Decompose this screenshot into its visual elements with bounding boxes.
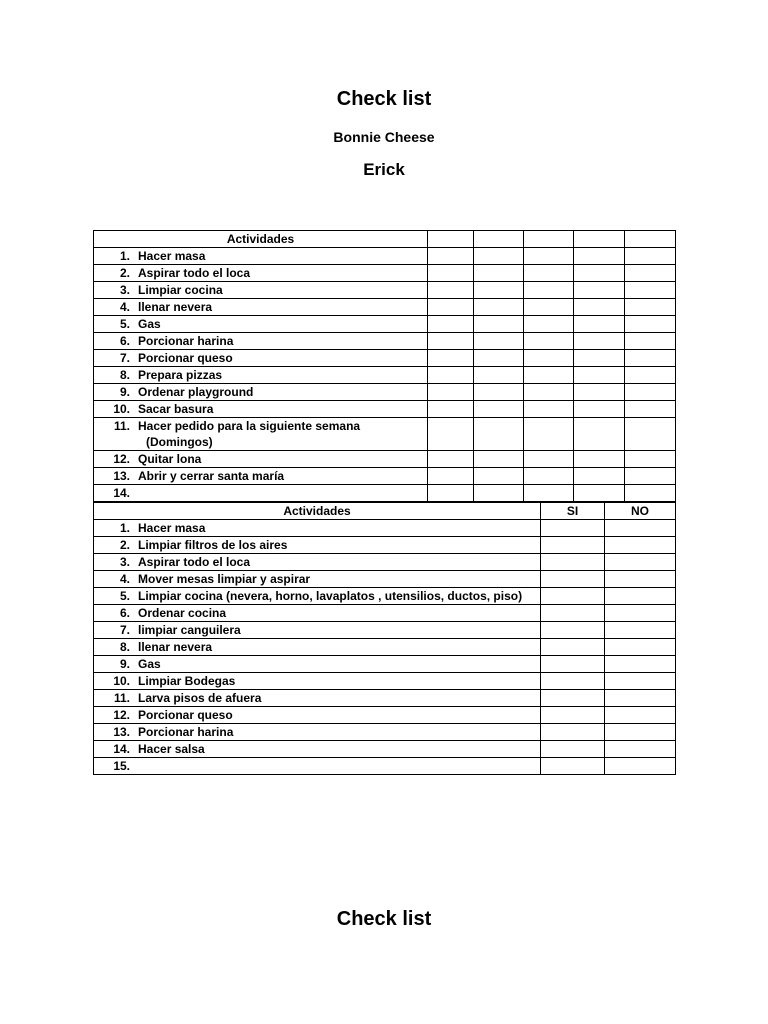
item-number: 5. — [119, 589, 130, 603]
item-number: 13. — [113, 725, 130, 739]
person-name: Erick — [363, 160, 405, 179]
activity-cell — [94, 451, 428, 468]
item-label: Abrir y cerrar santa maría — [138, 469, 285, 483]
check-cell[interactable] — [625, 282, 676, 299]
table-row — [94, 401, 676, 418]
check-cell[interactable] — [541, 554, 605, 571]
check-cell[interactable] — [474, 316, 524, 333]
table-row — [94, 537, 676, 554]
check-cell[interactable] — [625, 485, 676, 502]
table-row — [94, 622, 676, 639]
check-cell[interactable] — [524, 316, 574, 333]
page-title: Check list — [336, 88, 432, 110]
checklist-table-2 — [93, 502, 676, 775]
check-cell[interactable] — [541, 690, 605, 707]
check-cell[interactable] — [474, 299, 524, 316]
check-cell[interactable] — [474, 367, 524, 384]
check-cell[interactable] — [428, 316, 474, 333]
item-label: Mover mesas limpiar y aspirar — [138, 572, 311, 586]
activity-cell — [94, 741, 541, 758]
check-cell[interactable] — [625, 316, 676, 333]
activity-cell — [94, 724, 541, 741]
table-row — [94, 639, 676, 656]
check-cell[interactable] — [428, 485, 474, 502]
check-cell[interactable] — [524, 333, 574, 350]
check-cell[interactable] — [541, 639, 605, 656]
check-cell[interactable] — [428, 265, 474, 282]
table-row — [94, 588, 676, 605]
activity-cell — [94, 367, 428, 384]
activity-cell — [94, 537, 541, 554]
table-row — [94, 282, 676, 299]
checklist-table-1 — [93, 230, 676, 502]
check-cell[interactable] — [574, 485, 625, 502]
check-cell[interactable] — [574, 282, 625, 299]
activity-cell — [94, 571, 541, 588]
check-cell[interactable] — [474, 485, 524, 502]
check-cell[interactable] — [524, 485, 574, 502]
activity-cell — [94, 299, 428, 316]
item-label: llenar nevera — [138, 300, 213, 314]
check-cell[interactable] — [605, 571, 676, 588]
activity-cell — [94, 554, 541, 571]
column-header-actividades: Actividades — [94, 503, 541, 520]
item-label-continued: (Domingos) — [146, 435, 213, 449]
table-row — [94, 690, 676, 707]
item-number: 14. — [113, 742, 130, 756]
item-number: 10. — [113, 402, 130, 416]
check-cell[interactable] — [474, 231, 524, 248]
check-cell[interactable] — [428, 468, 474, 485]
check-cell[interactable] — [524, 350, 574, 367]
table-row — [94, 707, 676, 724]
check-cell[interactable] — [474, 265, 524, 282]
activity-cell — [94, 520, 541, 537]
item-label: llenar nevera — [138, 640, 213, 654]
activity-cell — [94, 673, 541, 690]
check-cell[interactable] — [428, 451, 474, 468]
check-cell[interactable] — [428, 299, 474, 316]
check-cell[interactable] — [524, 418, 574, 451]
check-cell[interactable] — [474, 451, 524, 468]
table-row — [94, 758, 676, 775]
item-number: 1. — [119, 249, 130, 263]
check-cell[interactable] — [625, 333, 676, 350]
check-cell[interactable] — [541, 673, 605, 690]
check-cell[interactable] — [428, 231, 474, 248]
check-cell[interactable] — [574, 248, 625, 265]
table-row — [94, 248, 676, 265]
check-cell[interactable] — [625, 248, 676, 265]
check-cell[interactable] — [625, 231, 676, 248]
item-label: Larva pisos de afuera — [138, 691, 262, 705]
check-cell[interactable] — [574, 384, 625, 401]
check-cell[interactable] — [541, 588, 605, 605]
check-cell[interactable] — [474, 282, 524, 299]
check-cell[interactable] — [428, 384, 474, 401]
check-cell[interactable] — [541, 571, 605, 588]
check-cell[interactable] — [524, 282, 574, 299]
item-number: 11. — [113, 691, 130, 705]
activity-cell — [94, 690, 541, 707]
check-cell[interactable] — [541, 656, 605, 673]
item-number: 2. — [119, 266, 130, 280]
check-cell[interactable] — [541, 605, 605, 622]
check-cell[interactable] — [605, 605, 676, 622]
check-cell[interactable] — [474, 384, 524, 401]
table-row — [94, 605, 676, 622]
check-cell[interactable] — [428, 282, 474, 299]
activity-cell — [94, 485, 428, 502]
restaurant-name: Bonnie Cheese — [333, 129, 435, 145]
check-cell[interactable] — [605, 673, 676, 690]
check-cell[interactable] — [428, 248, 474, 265]
activity-cell — [94, 468, 428, 485]
item-number: 7. — [119, 351, 130, 365]
check-cell[interactable] — [541, 758, 605, 775]
item-label: Gas — [138, 317, 161, 331]
item-label: Aspirar todo el loca — [138, 555, 251, 569]
check-cell[interactable] — [428, 367, 474, 384]
check-cell[interactable] — [574, 350, 625, 367]
table-row — [94, 520, 676, 537]
check-cell[interactable] — [541, 537, 605, 554]
check-cell[interactable] — [605, 758, 676, 775]
check-cell[interactable] — [524, 451, 574, 468]
check-cell[interactable] — [474, 333, 524, 350]
check-cell[interactable] — [625, 468, 676, 485]
table-row — [94, 468, 676, 485]
check-cell[interactable] — [574, 418, 625, 451]
item-number: 4. — [119, 300, 130, 314]
item-number: 2. — [119, 538, 130, 552]
table-header-row — [94, 231, 676, 248]
check-cell[interactable] — [605, 690, 676, 707]
check-cell[interactable] — [574, 401, 625, 418]
check-cell[interactable] — [605, 622, 676, 639]
item-number: 10. — [113, 674, 130, 688]
check-cell[interactable] — [524, 231, 574, 248]
item-number: 14. — [113, 486, 130, 500]
check-cell[interactable] — [524, 299, 574, 316]
activity-cell — [94, 639, 541, 656]
activity-cell — [94, 605, 541, 622]
check-cell[interactable] — [605, 588, 676, 605]
item-label: Hacer masa — [138, 521, 206, 535]
check-cell[interactable] — [428, 401, 474, 418]
item-label: Limpiar cocina (nevera, horno, lavaplatos , utensilios, ductos, piso) — [138, 589, 523, 603]
check-cell[interactable] — [605, 520, 676, 537]
check-cell[interactable] — [541, 741, 605, 758]
check-cell[interactable] — [524, 248, 574, 265]
item-label: Limpiar cocina — [138, 283, 223, 297]
item-number: 11. — [113, 419, 130, 433]
check-cell[interactable] — [605, 656, 676, 673]
activity-cell — [94, 333, 428, 350]
activity-cell — [94, 707, 541, 724]
table-row — [94, 656, 676, 673]
activity-cell — [94, 282, 428, 299]
check-cell[interactable] — [541, 707, 605, 724]
check-cell[interactable] — [574, 316, 625, 333]
check-cell[interactable] — [574, 451, 625, 468]
check-cell[interactable] — [474, 468, 524, 485]
item-number: 7. — [119, 623, 130, 637]
item-number: 12. — [113, 452, 130, 466]
item-label: Sacar basura — [138, 402, 214, 416]
check-cell[interactable] — [625, 401, 676, 418]
item-label: Ordenar cocina — [138, 606, 227, 620]
activity-cell — [94, 248, 428, 265]
check-cell[interactable] — [574, 468, 625, 485]
table-row — [94, 673, 676, 690]
column-header-no: NO — [605, 503, 676, 520]
check-cell[interactable] — [605, 554, 676, 571]
activity-cell — [94, 588, 541, 605]
item-number: 3. — [119, 283, 130, 297]
activity-cell — [94, 656, 541, 673]
item-number: 3. — [119, 555, 130, 569]
table-header-row — [94, 503, 676, 520]
item-number: 8. — [119, 368, 130, 382]
table-row — [94, 384, 676, 401]
check-cell[interactable] — [605, 537, 676, 554]
item-label: limpiar canguilera — [138, 623, 241, 637]
check-cell[interactable] — [428, 333, 474, 350]
check-cell[interactable] — [524, 401, 574, 418]
table-row — [94, 333, 676, 350]
check-cell[interactable] — [524, 367, 574, 384]
activity-cell — [94, 265, 428, 282]
item-label: Limpiar filtros de los aires — [138, 538, 288, 552]
check-cell[interactable] — [625, 265, 676, 282]
table-row — [94, 299, 676, 316]
table-row — [94, 741, 676, 758]
check-cell[interactable] — [428, 350, 474, 367]
item-number: 8. — [119, 640, 130, 654]
table-row — [94, 451, 676, 468]
page-title-bottom: Check list — [336, 908, 432, 930]
activity-cell — [94, 401, 428, 418]
table-row — [94, 724, 676, 741]
check-cell[interactable] — [524, 468, 574, 485]
item-number: 9. — [119, 657, 130, 671]
check-cell[interactable] — [474, 401, 524, 418]
item-label: Hacer pedido para la siguiente semana — [138, 419, 361, 433]
check-cell[interactable] — [605, 639, 676, 656]
check-cell[interactable] — [574, 265, 625, 282]
check-cell[interactable] — [625, 350, 676, 367]
item-number: 6. — [119, 606, 130, 620]
item-label: Porcionar queso — [138, 351, 233, 365]
item-label: Limpiar Bodegas — [138, 674, 236, 688]
table-row — [94, 316, 676, 333]
item-number: 5. — [119, 317, 130, 331]
item-label: Porcionar queso — [138, 708, 233, 722]
check-cell[interactable] — [574, 231, 625, 248]
check-cell[interactable] — [625, 418, 676, 451]
check-cell[interactable] — [524, 265, 574, 282]
check-cell[interactable] — [625, 384, 676, 401]
check-cell[interactable] — [524, 384, 574, 401]
column-header-si: SI — [541, 503, 605, 520]
check-cell[interactable] — [605, 724, 676, 741]
table-row — [94, 350, 676, 367]
item-number: 12. — [113, 708, 130, 722]
table-row — [94, 265, 676, 282]
check-cell[interactable] — [474, 350, 524, 367]
check-cell[interactable] — [625, 451, 676, 468]
check-cell[interactable] — [428, 418, 474, 451]
check-cell[interactable] — [574, 333, 625, 350]
check-cell[interactable] — [625, 367, 676, 384]
activity-cell — [94, 384, 428, 401]
item-label: Hacer masa — [138, 249, 206, 263]
check-cell[interactable] — [625, 299, 676, 316]
check-cell[interactable] — [474, 248, 524, 265]
activity-cell — [94, 350, 428, 367]
item-number: 4. — [119, 572, 130, 586]
activity-cell — [94, 316, 428, 333]
item-number: 1. — [119, 521, 130, 535]
item-label: Gas — [138, 657, 161, 671]
item-label: Aspirar todo el loca — [138, 266, 251, 280]
item-number: 15. — [113, 759, 130, 773]
check-cell[interactable] — [474, 418, 524, 451]
column-header-actividades: Actividades — [94, 231, 428, 248]
table-row — [94, 571, 676, 588]
check-cell[interactable] — [541, 520, 605, 537]
item-number: 9. — [119, 385, 130, 399]
table-row — [94, 418, 676, 451]
item-number: 13. — [113, 469, 130, 483]
check-cell[interactable] — [574, 299, 625, 316]
check-cell[interactable] — [605, 741, 676, 758]
item-number: 6. — [119, 334, 130, 348]
activity-cell — [94, 758, 541, 775]
table-row — [94, 367, 676, 384]
table-row — [94, 554, 676, 571]
item-label: Porcionar harina — [138, 725, 234, 739]
item-label: Prepara pizzas — [138, 368, 223, 382]
table-row — [94, 485, 676, 502]
check-cell[interactable] — [574, 367, 625, 384]
item-label: Hacer salsa — [138, 742, 205, 756]
item-label: Ordenar playground — [138, 385, 254, 399]
item-label: Porcionar harina — [138, 334, 234, 348]
check-cell[interactable] — [541, 622, 605, 639]
check-cell[interactable] — [605, 707, 676, 724]
check-cell[interactable] — [541, 724, 605, 741]
activity-cell — [94, 622, 541, 639]
activity-cell — [94, 418, 428, 451]
item-label: Quitar lona — [138, 452, 202, 466]
